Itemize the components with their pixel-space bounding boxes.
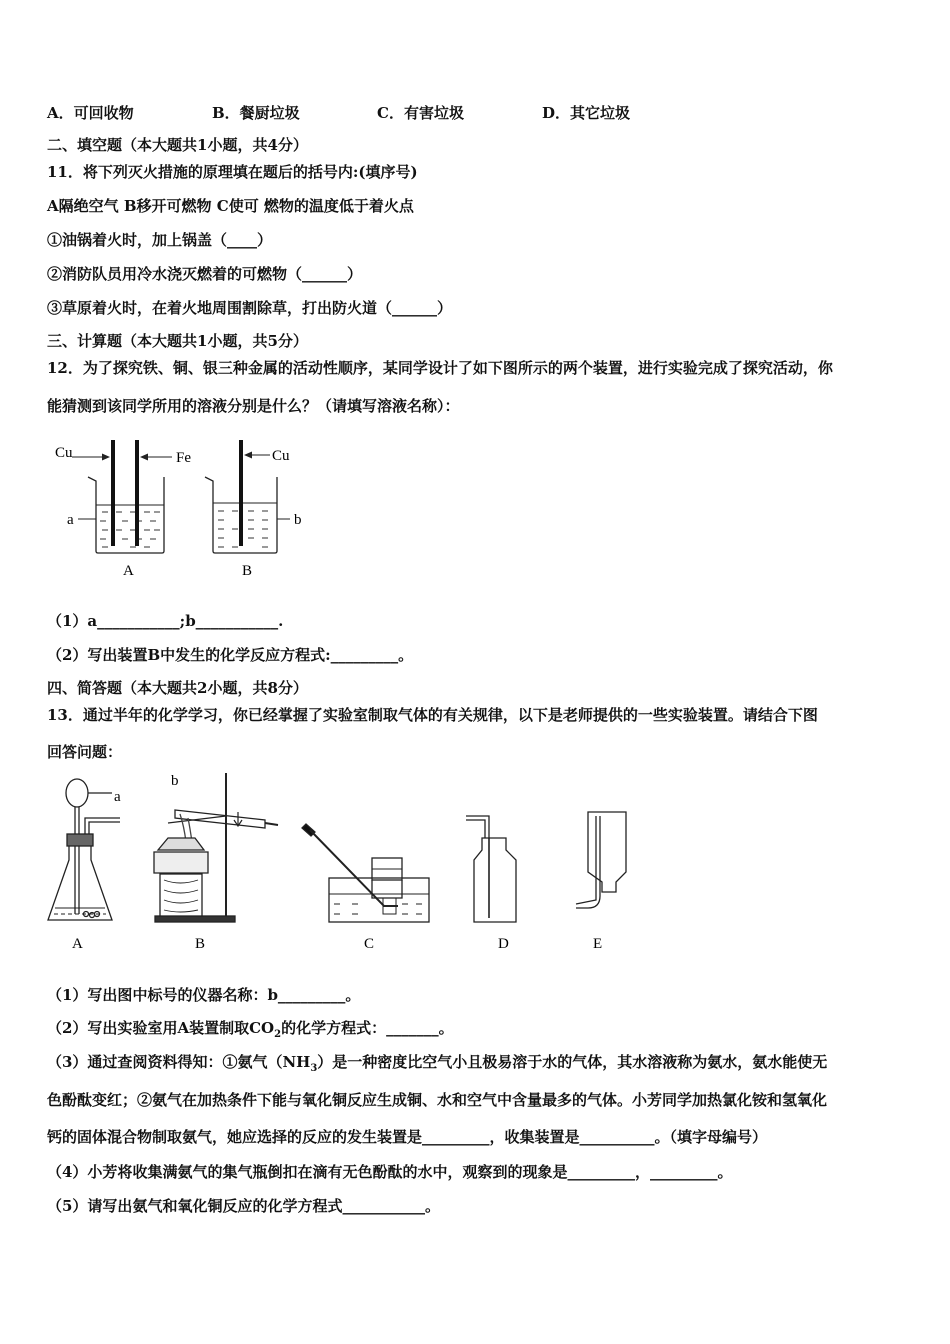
q11-stem: 11．将下列灭火措施的原理填在题后的括号内:(填序号) bbox=[47, 163, 418, 181]
q13-sub3-line2: 色酚酞变红；②氨气在加热条件下能与氧化铜反应生成铜、水和空气中含量最多的气体。小芳同学加热氯化铵和氢氧化 bbox=[47, 1091, 828, 1109]
apparatus-e bbox=[576, 812, 626, 908]
option-d: D．其它垃圾 bbox=[542, 104, 631, 122]
q12-stem-line1: 12．为了探究铁、铜、银三种金属的活动性顺序，某同学设计了如下图所示的两个装置，进行实验完成了探究活动，你 bbox=[47, 359, 833, 377]
beaker-a bbox=[72, 440, 172, 553]
q13-sub2-pre: （2）写出实验室用A装置制取CO bbox=[47, 1019, 275, 1037]
option-c: C．有害垃圾 bbox=[377, 104, 464, 122]
nh3-subscript: 3 bbox=[310, 1063, 318, 1074]
q13-sub1: （1）写出图中标号的仪器名称：b_________。 bbox=[47, 986, 361, 1004]
q13-sub3-pre: （3）通过查阅资料得知：①氨气（NH bbox=[47, 1053, 311, 1071]
apparatus-b bbox=[154, 773, 278, 922]
q11-choices: A隔绝空气 B移开可燃物 C使可 燃物的温度低于着火点 bbox=[47, 197, 414, 215]
label-cu-1: Cu bbox=[55, 445, 73, 461]
q11-item2: ②消防队员用冷水浇灭燃着的可燃物（______） bbox=[47, 265, 363, 283]
label-solution-a: a bbox=[67, 512, 74, 528]
q13-sub5: （5）请写出氨气和氧化铜反应的化学方程式___________。 bbox=[47, 1197, 440, 1215]
section2-title: 二、填空题（本大题共1小题，共4分） bbox=[47, 136, 308, 154]
option-b: B．餐厨垃圾 bbox=[212, 104, 300, 122]
option-a: A．可回收物 bbox=[47, 104, 134, 122]
q13-apparatus-figure bbox=[40, 768, 650, 958]
apparatus-d bbox=[466, 816, 516, 922]
label-solution-b: b bbox=[294, 512, 302, 528]
caption-b: B bbox=[195, 936, 206, 952]
label-a: a bbox=[114, 789, 121, 805]
q11-item1: ①油锅着火时，加上锅盖（____） bbox=[47, 231, 273, 249]
q13-stem-line1: 13．通过半年的化学学习，你已经掌握了实验室制取气体的有关规律，以下是老师提供的一些实验装置。请结合下图 bbox=[47, 706, 818, 724]
q13-sub4: （4）小芳将收集满氨气的集气瓶倒扣在滴有无色酚酞的水中，观察到的现象是_________，_________。 bbox=[47, 1163, 733, 1181]
caption-a: A bbox=[123, 563, 134, 579]
q11-item3: ③草原着火时，在着火地周围割除草，打出防火道（______） bbox=[47, 299, 453, 317]
q13-sub3-line3: 钙的固体混合物制取氨气，她应选择的反应的发生装置是_________，收集装置是__________。（填字母编号） bbox=[47, 1128, 768, 1146]
apparatus-a bbox=[48, 779, 120, 920]
caption-a: A bbox=[72, 936, 83, 952]
q12-stem-line2: 能猜测到该同学所用的溶液分别是什么？（请填写溶液名称）： bbox=[47, 397, 460, 415]
q12-sub2: （2）写出装置B中发生的化学反应方程式:_________。 bbox=[47, 646, 414, 664]
q13-sub3-line1 bbox=[47, 1052, 827, 1079]
label-fe: Fe bbox=[176, 450, 191, 466]
q13-sub3-post: ）是一种密度比空气小且极易溶于水的气体，其水溶液称为氨水，氨水能使无 bbox=[317, 1053, 828, 1071]
label-cu-2: Cu bbox=[272, 448, 290, 464]
label-b: b bbox=[171, 773, 179, 789]
caption-b: B bbox=[242, 563, 253, 579]
section3-title: 三、计算题（本大题共1小题，共5分） bbox=[47, 332, 308, 350]
q13-sub2 bbox=[47, 1018, 454, 1045]
q13-stem-line2: 回答问题： bbox=[47, 743, 123, 761]
q12-sub1: （1）a___________;b___________. bbox=[47, 612, 284, 630]
caption-d: D bbox=[498, 936, 509, 952]
co2-subscript: 2 bbox=[274, 1029, 282, 1040]
caption-c: C bbox=[364, 936, 375, 952]
q13-sub2-post: 的化学方程式：_______。 bbox=[281, 1019, 454, 1037]
q12-beaker-figure bbox=[50, 435, 330, 585]
section4-title: 四、简答题（本大题共2小题，共8分） bbox=[47, 679, 308, 697]
caption-e: E bbox=[593, 936, 603, 952]
apparatus-c bbox=[302, 824, 429, 922]
